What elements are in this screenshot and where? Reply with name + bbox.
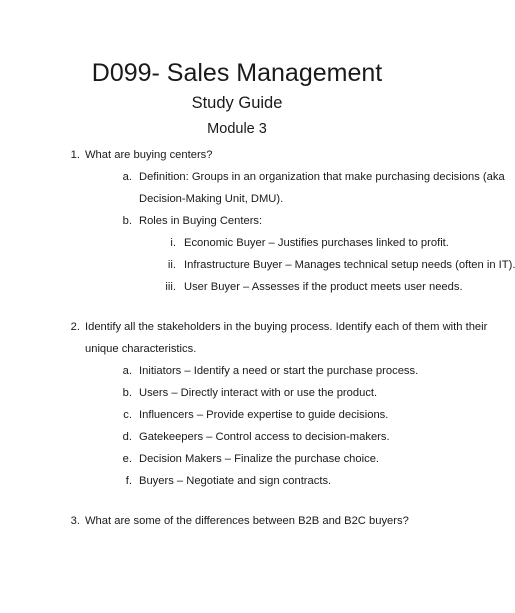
question-text: What are some of the differences between B2B and B2C buyers? bbox=[85, 515, 409, 527]
module-heading: Module 3 bbox=[207, 121, 267, 137]
sub-item-marker: iii. bbox=[165, 281, 176, 293]
list-item-marker: d. bbox=[122, 431, 132, 443]
sub-item-text: Economic Buyer – Justifies purchases linked to profit. bbox=[184, 237, 449, 249]
list-item-marker: c. bbox=[123, 409, 132, 421]
list-item-text: Definition: Groups in an organization that make purchasing decisions (aka bbox=[139, 171, 505, 183]
list-item-marker: e. bbox=[122, 453, 132, 465]
question-number: 2. bbox=[70, 321, 80, 333]
list-item-text-continued: Decision-Making Unit, DMU). bbox=[139, 193, 284, 205]
list-item-text: Influencers – Provide expertise to guide decisions. bbox=[139, 409, 389, 421]
list-item-text: Users – Directly interact with or use the product. bbox=[139, 387, 378, 399]
sub-item-marker: ii. bbox=[167, 259, 176, 271]
list-item-text: Initiators – Identify a need or start the purchase process. bbox=[139, 365, 419, 377]
document-title: D099- Sales Management bbox=[91, 59, 383, 87]
list-item-text: Decision Makers – Finalize the purchase choice. bbox=[139, 453, 380, 465]
question-text: What are buying centers? bbox=[85, 149, 213, 161]
list-item-text: Gatekeepers – Control access to decision-makers. bbox=[139, 431, 390, 443]
list-item-marker: a. bbox=[122, 171, 132, 183]
question-text: Identify all the stakeholders in the buying process. Identify each of them with their bbox=[85, 321, 488, 333]
sub-item-text: User Buyer – Assesses if the product meets user needs. bbox=[184, 281, 463, 293]
list-item-text: Buyers – Negotiate and sign contracts. bbox=[139, 475, 332, 487]
list-item-marker: a. bbox=[122, 365, 132, 377]
list-item-marker: f. bbox=[125, 475, 132, 487]
question-text-continued: unique characteristics. bbox=[85, 343, 197, 355]
document-subtitle: Study Guide bbox=[191, 94, 283, 112]
question-number: 1. bbox=[70, 149, 80, 161]
list-item-marker: b. bbox=[122, 215, 132, 227]
sub-item-text: Infrastructure Buyer – Manages technical setup needs (often in IT). bbox=[184, 259, 515, 271]
sub-item-marker: i. bbox=[170, 237, 176, 249]
list-item-text: Roles in Buying Centers: bbox=[139, 215, 263, 227]
list-item-marker: b. bbox=[122, 387, 132, 399]
question-number: 3. bbox=[70, 515, 80, 527]
